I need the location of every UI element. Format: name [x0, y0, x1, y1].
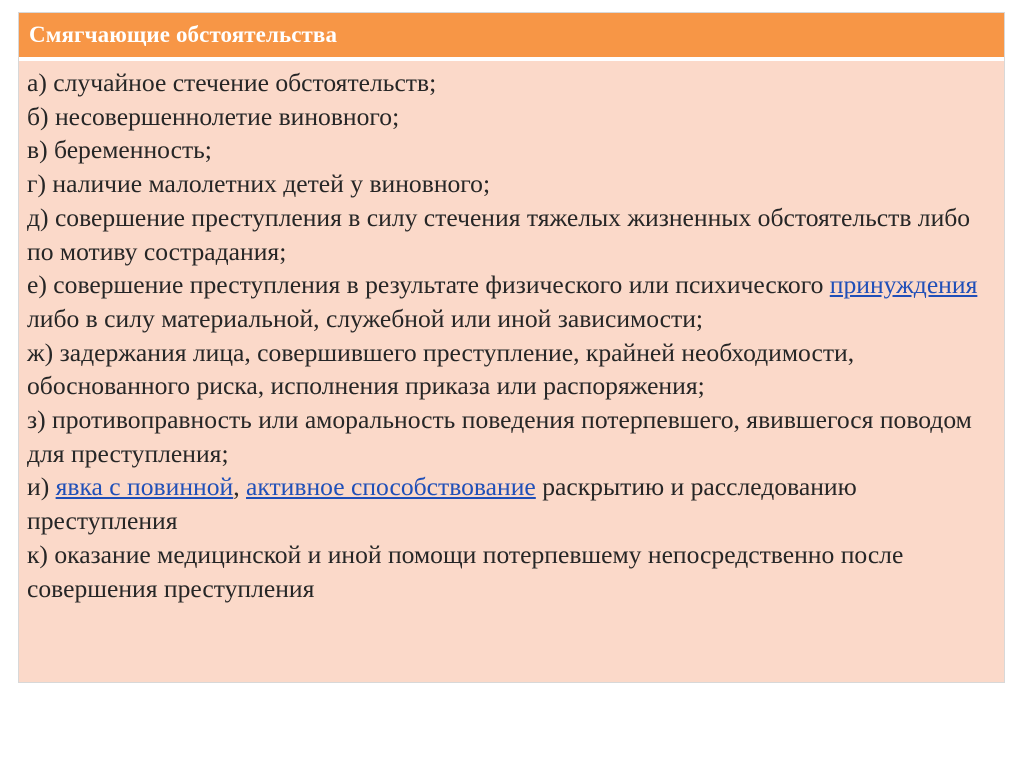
coercion-link[interactable]: принуждения	[829, 270, 978, 300]
list-item-i-text-before: и)	[27, 472, 56, 502]
surrender-link[interactable]: явка с повинной	[55, 472, 234, 502]
list-item-b: б) несовершеннолетие виновного;	[27, 101, 400, 131]
list-item-e-text-before: е) совершение преступления в результате физического или психического	[27, 270, 830, 300]
table-header	[19, 13, 1004, 57]
list-item-d: д) совершение преступления в силу стечения тяжелых жизненных обстоятельств либо по мотиву сострадания;	[27, 202, 971, 266]
list-item-k: к) оказание медицинской и иной помощи потерпевшему непосредственно после совершения преступления	[27, 539, 904, 603]
list-item-e	[27, 268, 996, 335]
list-item-z: з) противоправность или аморальность поведения потерпевшего, явившегося поводом для преступления;	[27, 405, 972, 468]
list-item-v: в) беременность;	[27, 135, 212, 165]
list-item-a: а) случайное стечение обстоятельств;	[27, 68, 437, 97]
header-title: Смягчающие обстоятельства	[29, 22, 338, 47]
active-assistance-link[interactable]: активное способствование	[246, 472, 536, 502]
table-body	[19, 61, 1004, 682]
list-item-g: г) наличие малолетних детей у виновного;	[27, 169, 491, 199]
list-item-i-separator: ,	[233, 472, 247, 502]
list-item-zh: ж) задержания лица, совершившего преступление, крайней необходимости, обоснованного риска, исполнения приказа или распоряжения;	[27, 337, 855, 401]
list-item-i-text-after: раскрытию и расследованию преступления	[27, 472, 857, 536]
list-item-i	[27, 470, 996, 537]
circumstances-list	[27, 66, 996, 605]
list-item-e-text-after: либо в силу материальной, служебной или иной зависимости;	[27, 303, 704, 333]
